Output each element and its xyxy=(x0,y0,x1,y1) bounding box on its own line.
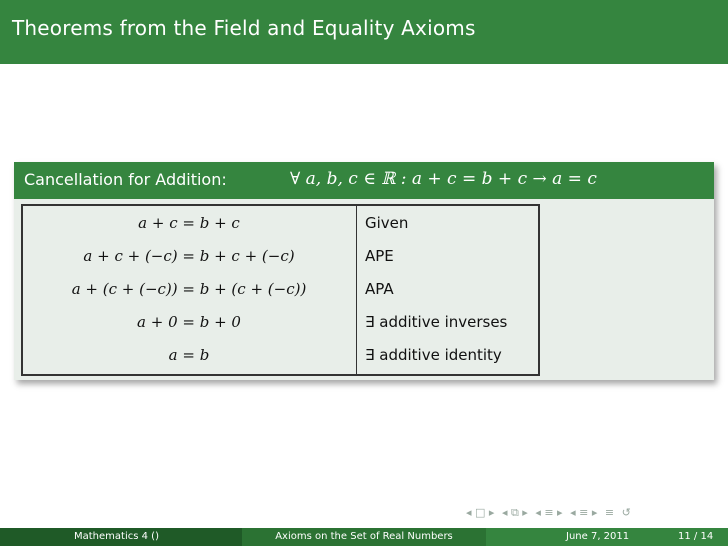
slide-title: Theorems from the Field and Equality Axioms xyxy=(12,16,476,40)
theorem-statement: ∀ a, b, c ∈ ℝ : a + c = b + c → a = c xyxy=(290,169,597,189)
frame-nav-icon[interactable]: ◂ □ ▸ xyxy=(466,506,495,519)
proof-statement: a + 0 = b + 0 xyxy=(137,313,241,331)
proof-statement: a + c = b + c xyxy=(138,214,240,232)
proof-statement: a + c + (−c) = b + c + (−c) xyxy=(83,247,295,265)
proof-row xyxy=(23,305,538,339)
proof-reason: Given xyxy=(365,214,409,232)
theorem-name: Cancellation for Addition: xyxy=(24,170,227,189)
slide-footer xyxy=(0,528,728,546)
beamer-navigation-bar xyxy=(466,506,635,520)
proof-row xyxy=(23,206,538,240)
slide-title-bar xyxy=(0,0,728,64)
theorem-block-body xyxy=(14,199,714,380)
section-nav-icon[interactable]: ◂ ≡ ▸ xyxy=(535,506,563,519)
subsection-nav-icon[interactable]: ◂ ⧉ ▸ xyxy=(501,506,528,519)
theorem-block-header xyxy=(14,162,714,199)
page-number: 11 / 14 xyxy=(678,531,714,542)
proof-row xyxy=(23,239,538,273)
proof-row xyxy=(23,338,538,372)
footer-date-page-segment xyxy=(486,528,728,546)
proof-row xyxy=(23,272,538,306)
appendix-nav-icon[interactable]: ≡ xyxy=(604,506,615,519)
footer-author: Mathematics 4 () xyxy=(74,531,159,542)
proof-statement: a = b xyxy=(168,346,210,364)
footer-section: Axioms on the Set of Real Numbers xyxy=(242,528,486,546)
proof-table xyxy=(21,204,540,376)
proof-reason: ∃ additive identity xyxy=(365,346,502,364)
document-nav-icon[interactable]: ◂ ≡ ▸ xyxy=(570,506,598,519)
proof-reason: ∃ additive inverses xyxy=(365,313,508,331)
proof-reason: APA xyxy=(365,280,394,298)
theorem-block xyxy=(14,162,714,380)
footer-date: June 7, 2011 xyxy=(566,531,630,542)
proof-statement: a + (c + (−c)) = b + (c + (−c)) xyxy=(71,280,307,298)
search-icon[interactable]: ↺ xyxy=(621,506,631,519)
proof-reason: APE xyxy=(365,247,394,265)
footer-author-segment xyxy=(0,528,242,546)
